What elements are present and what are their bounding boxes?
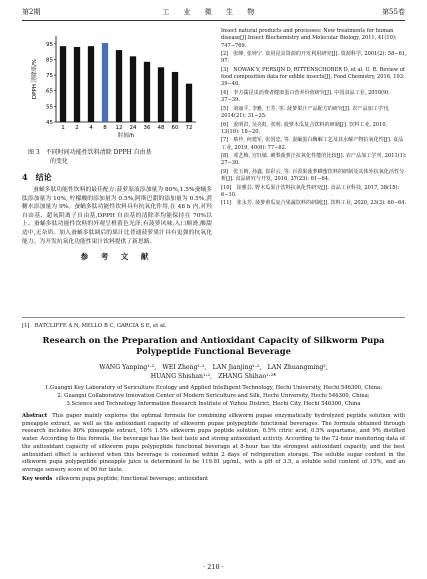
page-number: · 210 · <box>203 563 224 571</box>
running-header <box>22 6 405 21</box>
reference-item: [4] 李方儒昆虫消费者健康蛋白营养价值研究[J]. 中国食品工业, 2010(9): 37−39. <box>221 89 390 104</box>
left-column <box>22 28 212 267</box>
reference-item: [11] 张永芳. 菠萝黄瓜复合果蔬饮料的研制[J]. 饮料工业, 2020, 23(3): 60−64. <box>221 200 407 207</box>
x-tick-label: 60 <box>171 125 179 131</box>
references-title: 参 考 文 献 <box>80 252 154 262</box>
english-authors: WANG Yanping¹·², WEI Zheng¹·², LAN Jianjing¹·², LAN Zhuangming², HUANG Shishan¹·², ZHANG Shihao¹·²* <box>99 364 328 380</box>
reference-item: Insect natural products and processes: New treatments for human disease[J].Insect Biochemistry and Molecular Biology, 2011, 41(10): 747−769. <box>221 28 397 49</box>
x-tick-label: 2 <box>75 125 79 131</box>
english-title: Research on the Preparation and Antioxidant Capacity of Silkworm Pupa Polypeptide Functional Beverage <box>42 335 385 356</box>
x-tick-label: 4 <box>89 125 93 131</box>
x-tick-label: 1 <box>61 125 65 131</box>
x-tick-label: 12 <box>115 125 123 131</box>
y-tick-label: 85 <box>46 57 53 64</box>
reference-list <box>221 28 407 209</box>
y-tick-label: 75 <box>46 73 53 80</box>
section-divider <box>22 317 405 318</box>
section-title-conclusion: 4 结论 <box>22 172 52 182</box>
bar <box>60 46 66 122</box>
reference-item: [6] 姜明洪, 吴亮虹, 张明. 菠萝木瓜复合饮料的研制[J]. 饮料工业, 2010, 13(10): 18−20. <box>221 121 388 135</box>
journal-name: 工 业 微 生 物 <box>162 8 261 16</box>
y-axis-title: DPPH 清除率/% <box>32 58 38 100</box>
x-tick-label: 48 <box>157 125 165 131</box>
issue-label: 第2期 <box>22 8 41 16</box>
x-tick-label: 24 <box>129 125 137 131</box>
english-abstract-block <box>22 335 405 483</box>
reference-item: [10] 崔雅芸. 野木瓜果汁饮料抗氧化性研究[J]. 食品工业科技, 2017, 38(15): 6−10. <box>221 184 400 198</box>
reference-item: [3] NOWAK V, PERSIJN D, RITTENSCHOBER D, et al. U. R. Review of food composition data for edible insects[J]. Food Chemistry, 2016, 193: 39−46. <box>221 66 405 88</box>
bar <box>102 43 108 122</box>
reference-item-1: [1] RATCLIFFE A N, MELLO B C, GARCIA S E, et al. <box>22 323 167 329</box>
bar <box>172 72 178 122</box>
x-tick-label: 36 <box>143 125 151 131</box>
y-tick-label: 55 <box>46 104 53 111</box>
bar <box>130 56 136 122</box>
y-tick-label: 65 <box>46 88 53 95</box>
bar <box>144 62 150 122</box>
bar <box>88 46 94 122</box>
dpph-bar-chart <box>22 28 212 148</box>
affiliations: 1.Guangxi Key Laboratory of Sericulture Ecology and Applied Intelligent Technology, Hechi University, Hechi 546300, China; 2. Guangxi Collaborative Innovation Center of Modern Sericulture and Silk, Hechi University, Hechi 546300, China; 3.Science and Technology Information Research Institute of Yizhou District, Hechi City, Hechi 546300, China <box>44 385 383 407</box>
bar <box>158 67 164 122</box>
reference-item: [8] 邓艺梅, 宫钰敏. 刺梨菠萝汁抗氧化性能的比较[J]. 农产品加工学刊, 2011(1): 27−30. <box>221 153 407 167</box>
bar <box>74 47 80 122</box>
x-tick-label: 72 <box>185 125 193 131</box>
reference-item: [9] 张玉梅, 孙鑫, 崔彩云, 等. 百香果菠萝蜂蜜饮料的研制及其体外抗氧化活性分析[J]. 食品研究与开发, 2016, 37(23): 61−64. <box>221 168 405 183</box>
y-tick-label: 45 <box>46 120 53 126</box>
volume-label: 第55卷 <box>382 8 405 16</box>
y-tick-label: 95 <box>46 41 53 48</box>
english-abstract: Abstract This paper mainly explores the optimal formula for combining silkworm pupae enzymatically hydrolyzed peptide solution with pineapple extract, as well as the antioxidant capacity of silkworm pupae polypeptide functional beverages. The formula obtained through research includes 80% pineapple extract, 10% 1.5% silkworm pupa peptide solution, 0.5% citric acid, 0.5% aspartame, and 9% distilled water. According to this formula, the beverage has the best taste and strong antioxidant activity. According to the 72-hour monitoring data of the antioxidant capacity of silkworm pupa polypeptide functional beverage at 8-hour has the strongest antioxidant capacity, and the best antioxidant effect is achieved when this beverage is consumed within 2 days of refrigeration storage. The soluble sugar content in the silkworm pupa polypeptide pineapple juice is determined to be 119.81 μg/mL, with a pH of 3.5, a soluble solid content of 15%, and an average sensory score of 90 for taste. <box>22 413 405 473</box>
reference-item: [2] 张峰, 张钟宁. 食用昆虫资源的开发利用研究[J]. 资源科学, 2001(2): 58−61, 97. <box>221 51 407 65</box>
figure-3 <box>22 28 212 148</box>
figure-caption: 图 3 不同时间功能性饮料清除 DPPH 自由基 的变化 <box>28 149 152 165</box>
x-axis-title: 时间/h <box>117 133 135 139</box>
conclusion-paragraph: 蚕蛹多肽功能性饮料的最佳配方:菠萝原液添加量为 80%,1.5%蚕蛹多肽添加量为 10%, 柠檬酸的添加量为 0.5%,阿斯巴甜的添加量为 0.5%,蔗糖水添加量为 9%。蚕蛹多肽功能性饮料具有抗氧化作用,在 48 h 内,对羟自由基、超氧阴离子自由基,DPPH 自由基的清除率均能保持在 70%以上。蚕蛹多肽功能性饮料的外观呈橙黄色光泽,有菠萝风味,入口顺滑,酸甜适中,无杂质。加入蚕蛹多肽调后的果汁比普通菠萝果汁具有更强的抗氧化能力。为开发抗氧化功能性果汁饮料提供了新思路。 <box>22 187 212 245</box>
bar <box>116 50 122 122</box>
reference-item: [5] 刘丽平, 李雅, 王芳, 等. 菠萝果汁产品配方的研究[J]. 农产品加工学刊, 2014(21): 31−35. <box>221 105 390 120</box>
bar <box>186 84 192 122</box>
x-tick-label: 8 <box>103 125 107 131</box>
english-keywords: Key words silkworm pupa peptide; functional beverage; antioxidant <box>22 475 209 482</box>
reference-item: [7] 蔡伶, 何建军, 张国忠, 等. 蚕蛹蛋白酶解工艺及其水解产物抗氧化性[J]. 食品工业, 2019, 40(6): 77−82. <box>221 137 404 151</box>
